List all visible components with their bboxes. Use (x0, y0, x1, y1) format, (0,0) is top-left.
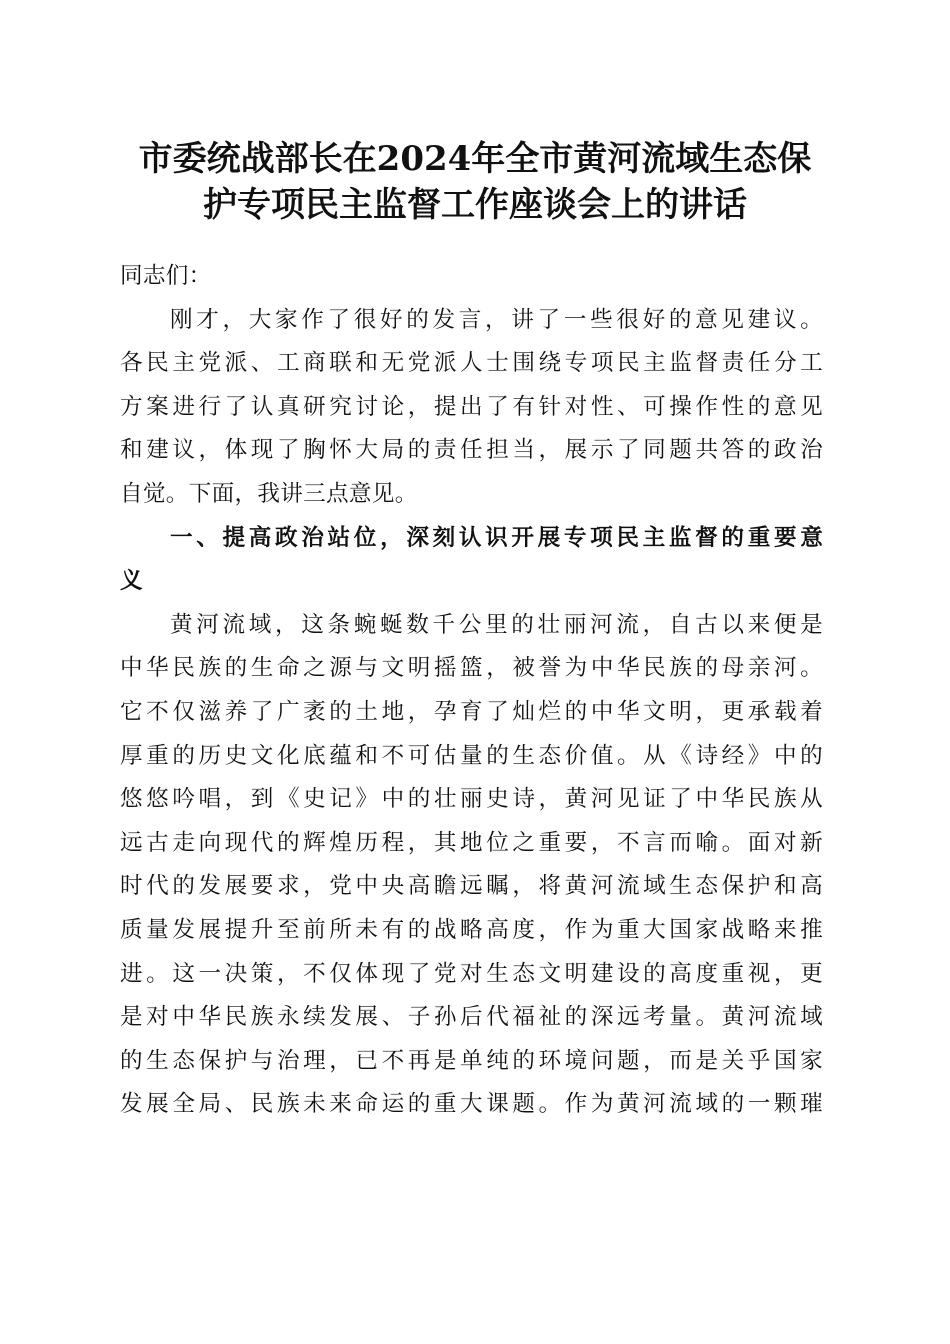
paragraph-line: 的生态保护与治理，已不再是单纯的环境问题，而是关乎国家 (120, 1047, 823, 1074)
paragraph-line: 悠悠吟唱，到《史记》中的壮丽史诗，黄河见证了中华民族从 (120, 786, 823, 813)
paragraph-line: 方案进行了认真研究讨论，提出了有针对性、可操作性的意见 (120, 393, 823, 420)
paragraph-line: 中华民族的生命之源与文明摇篮，被誉为中华民族的母亲河。 (120, 655, 823, 682)
paragraph-line: 质量发展提升至前所未有的战略高度，作为重大国家战略来推 (120, 916, 823, 943)
paragraph-line: 它不仅滋养了广袤的土地，孕育了灿烂的中华文明，更承载着 (120, 698, 823, 725)
paragraph-line: 刚才，大家作了很好的发言，讲了一些很好的意见建议。 (170, 306, 823, 333)
paragraph-line: 各民主党派、工商联和无党派人士围绕专项民主监督责任分工 (120, 350, 823, 377)
paragraph-line: 发展全局、民族未来命运的重大课题。作为黄河流域的一颗璀 (120, 1091, 823, 1118)
paragraph-line: 远古走向现代的辉煌历程，其地位之重要，不言而喻。面对新 (120, 829, 823, 856)
title-line: 护专项民主监督工作座谈会上的讲话 (203, 185, 747, 225)
paragraph-line: 和建议，体现了胸怀大局的责任担当，展示了同题共答的政治 (120, 437, 823, 464)
document-title (100, 136, 850, 228)
paragraph-line: 自觉。下面，我讲三点意见。 (120, 480, 418, 507)
document-body (120, 255, 823, 1127)
paragraph-line: 黄河流域，这条蜿蜒数千公里的壮丽河流，自古以来便是 (170, 611, 823, 638)
greeting: 同志们： (120, 263, 212, 289)
paragraph-line: 厚重的历史文化底蕴和不可估量的生态价值。从《诗经》中的 (120, 742, 823, 769)
section-heading: 一、提高政治站位，深刻认识开展专项民主监督的重要意 (170, 524, 823, 551)
paragraph-line: 进。这一决策，不仅体现了党对生态文明建设的高度重视，更 (120, 960, 823, 987)
title-line: 市委统战部长在2024年全市黄河流域生态保 (138, 139, 812, 179)
paragraph-line: 是对中华民族永续发展、子孙后代福祉的深远考量。黄河流域 (120, 1004, 823, 1031)
paragraph-line: 时代的发展要求，党中央高瞻远瞩，将黄河流域生态保护和高 (120, 873, 823, 900)
section-heading: 义 (120, 568, 143, 595)
